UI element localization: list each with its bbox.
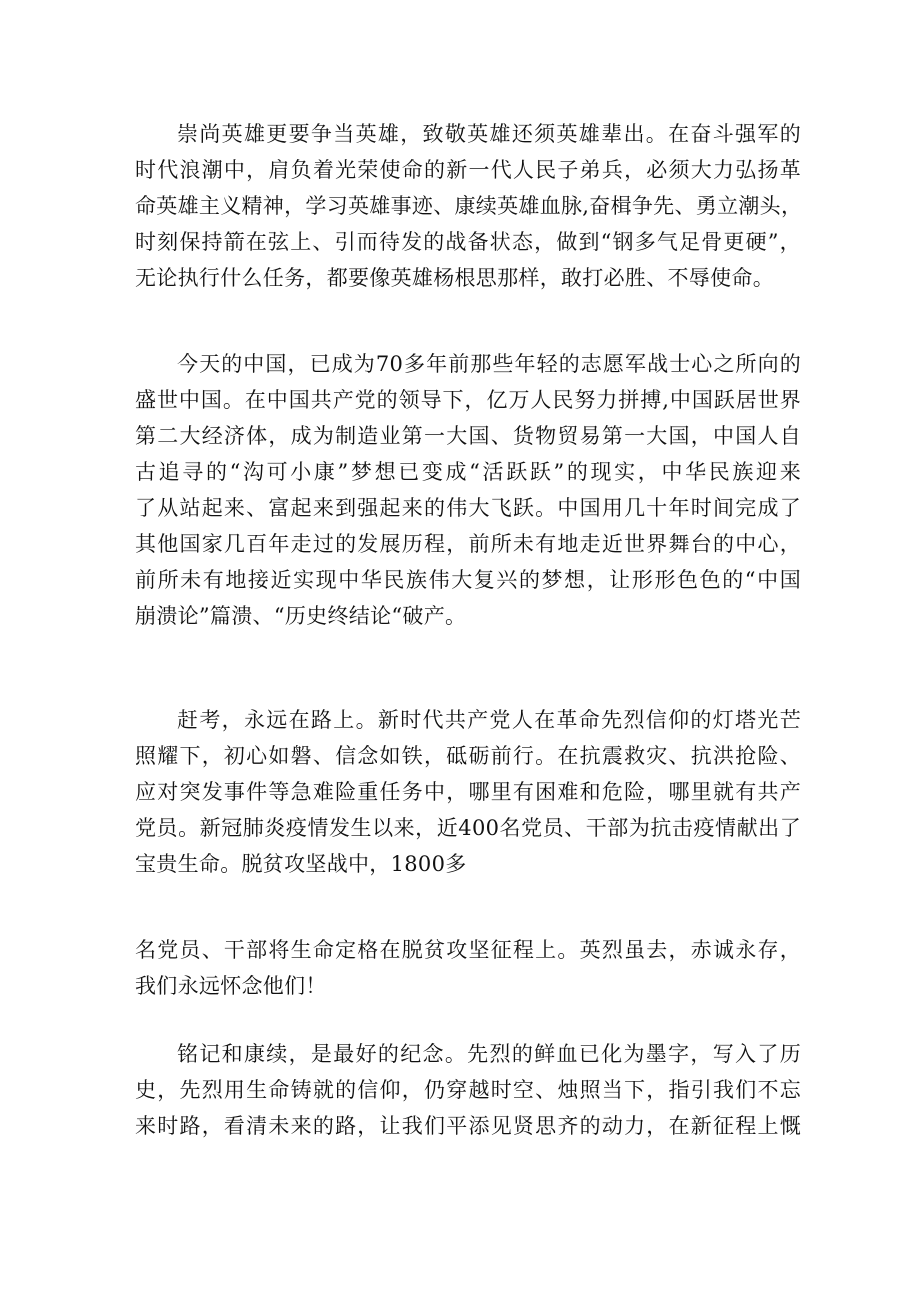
text-line: 赶考，永远在路上。新时代共产党人在革命先烈信仰的灯塔光芒 xyxy=(177,708,801,732)
paragraph-1 xyxy=(135,116,801,296)
text-line: 其他国家几百年走过的发展历程，前所未有地走近世界舞台的中心， xyxy=(135,532,801,556)
text-line: 应对突发事件等急难险重任务中，哪里有困难和危险，哪里就有共产 xyxy=(135,780,801,804)
text-line: 我们永远怀念他们！ xyxy=(135,974,327,998)
text-line: 第二大经济体，成为制造业第一大国、货物贸易第一大国，中国人自 xyxy=(135,424,801,448)
text-line: 今天的中国，已成为70多年前那些年轻的志愿军战士心之所向的 xyxy=(177,352,801,376)
text-line: 名党员、干部将生命定格在脱贫攻坚征程上。英烈虽去，赤诚永存， xyxy=(135,938,801,962)
text-line: 来时路，看清未来的路，让我们平添见贤思齐的动力，在新征程上慨 xyxy=(135,1114,801,1138)
text-line: 命英雄主义精神，学习英雄事迹、康续英雄血脉,奋楫争先、勇立潮头， xyxy=(135,194,803,218)
text-line: 铭记和康续，是最好的纪念。先烈的鲜血已化为墨字，写入了历 xyxy=(177,1042,801,1066)
text-line: 宝贵生命。脱贫攻坚战中，1800多 xyxy=(135,852,467,876)
paragraph-3 xyxy=(135,702,801,882)
text-line: 无论执行什么任务，都要像英雄杨根思那样，敢打必胜、不辱使命。 xyxy=(135,266,774,290)
text-line: 党员。新冠肺炎疫情发生以来，近400名党员、干部为抗击疫情献出了 xyxy=(135,816,801,840)
text-line: 时代浪潮中，肩负着光荣使命的新一代人民子弟兵，必须大力弘扬革 xyxy=(135,158,801,182)
text-line: 古追寻的“沟可小康”梦想已变成“活跃跃”的现实，中华民族迎来 xyxy=(135,460,801,484)
paragraph-4 xyxy=(135,932,801,1004)
text-line: 盛世中国。在中国共产党的领导下，亿万人民努力拼搏,中国跃居世界 xyxy=(135,388,801,412)
paragraph-2 xyxy=(135,346,801,634)
text-line: 照耀下，初心如磐、信念如铁，砥砺前行。在抗震救灾、抗洪抢险、 xyxy=(135,744,801,768)
text-line: 崇尚英雄更要争当英雄，致敬英雄还须英雄辈出。在奋斗强军的 xyxy=(177,122,801,146)
text-line: 前所未有地接近实现中华民族伟大复兴的梦想，让形形色色的“中国 xyxy=(135,568,801,592)
paragraph-5 xyxy=(135,1036,801,1144)
text-line: 时刻保持箭在弦上、引而待发的战备状态，做到“钢多气足骨更硬”， xyxy=(135,230,801,254)
text-line: 史，先烈用生命铸就的信仰，仍穿越时空、烛照当下，指引我们不忘 xyxy=(135,1078,801,1102)
text-line: 崩溃论”篇溃、“历史终结论“破产。 xyxy=(135,604,467,628)
text-line: 了从站起来、富起来到强起来的伟大飞跃。中国用几十年时间完成了 xyxy=(135,496,801,520)
